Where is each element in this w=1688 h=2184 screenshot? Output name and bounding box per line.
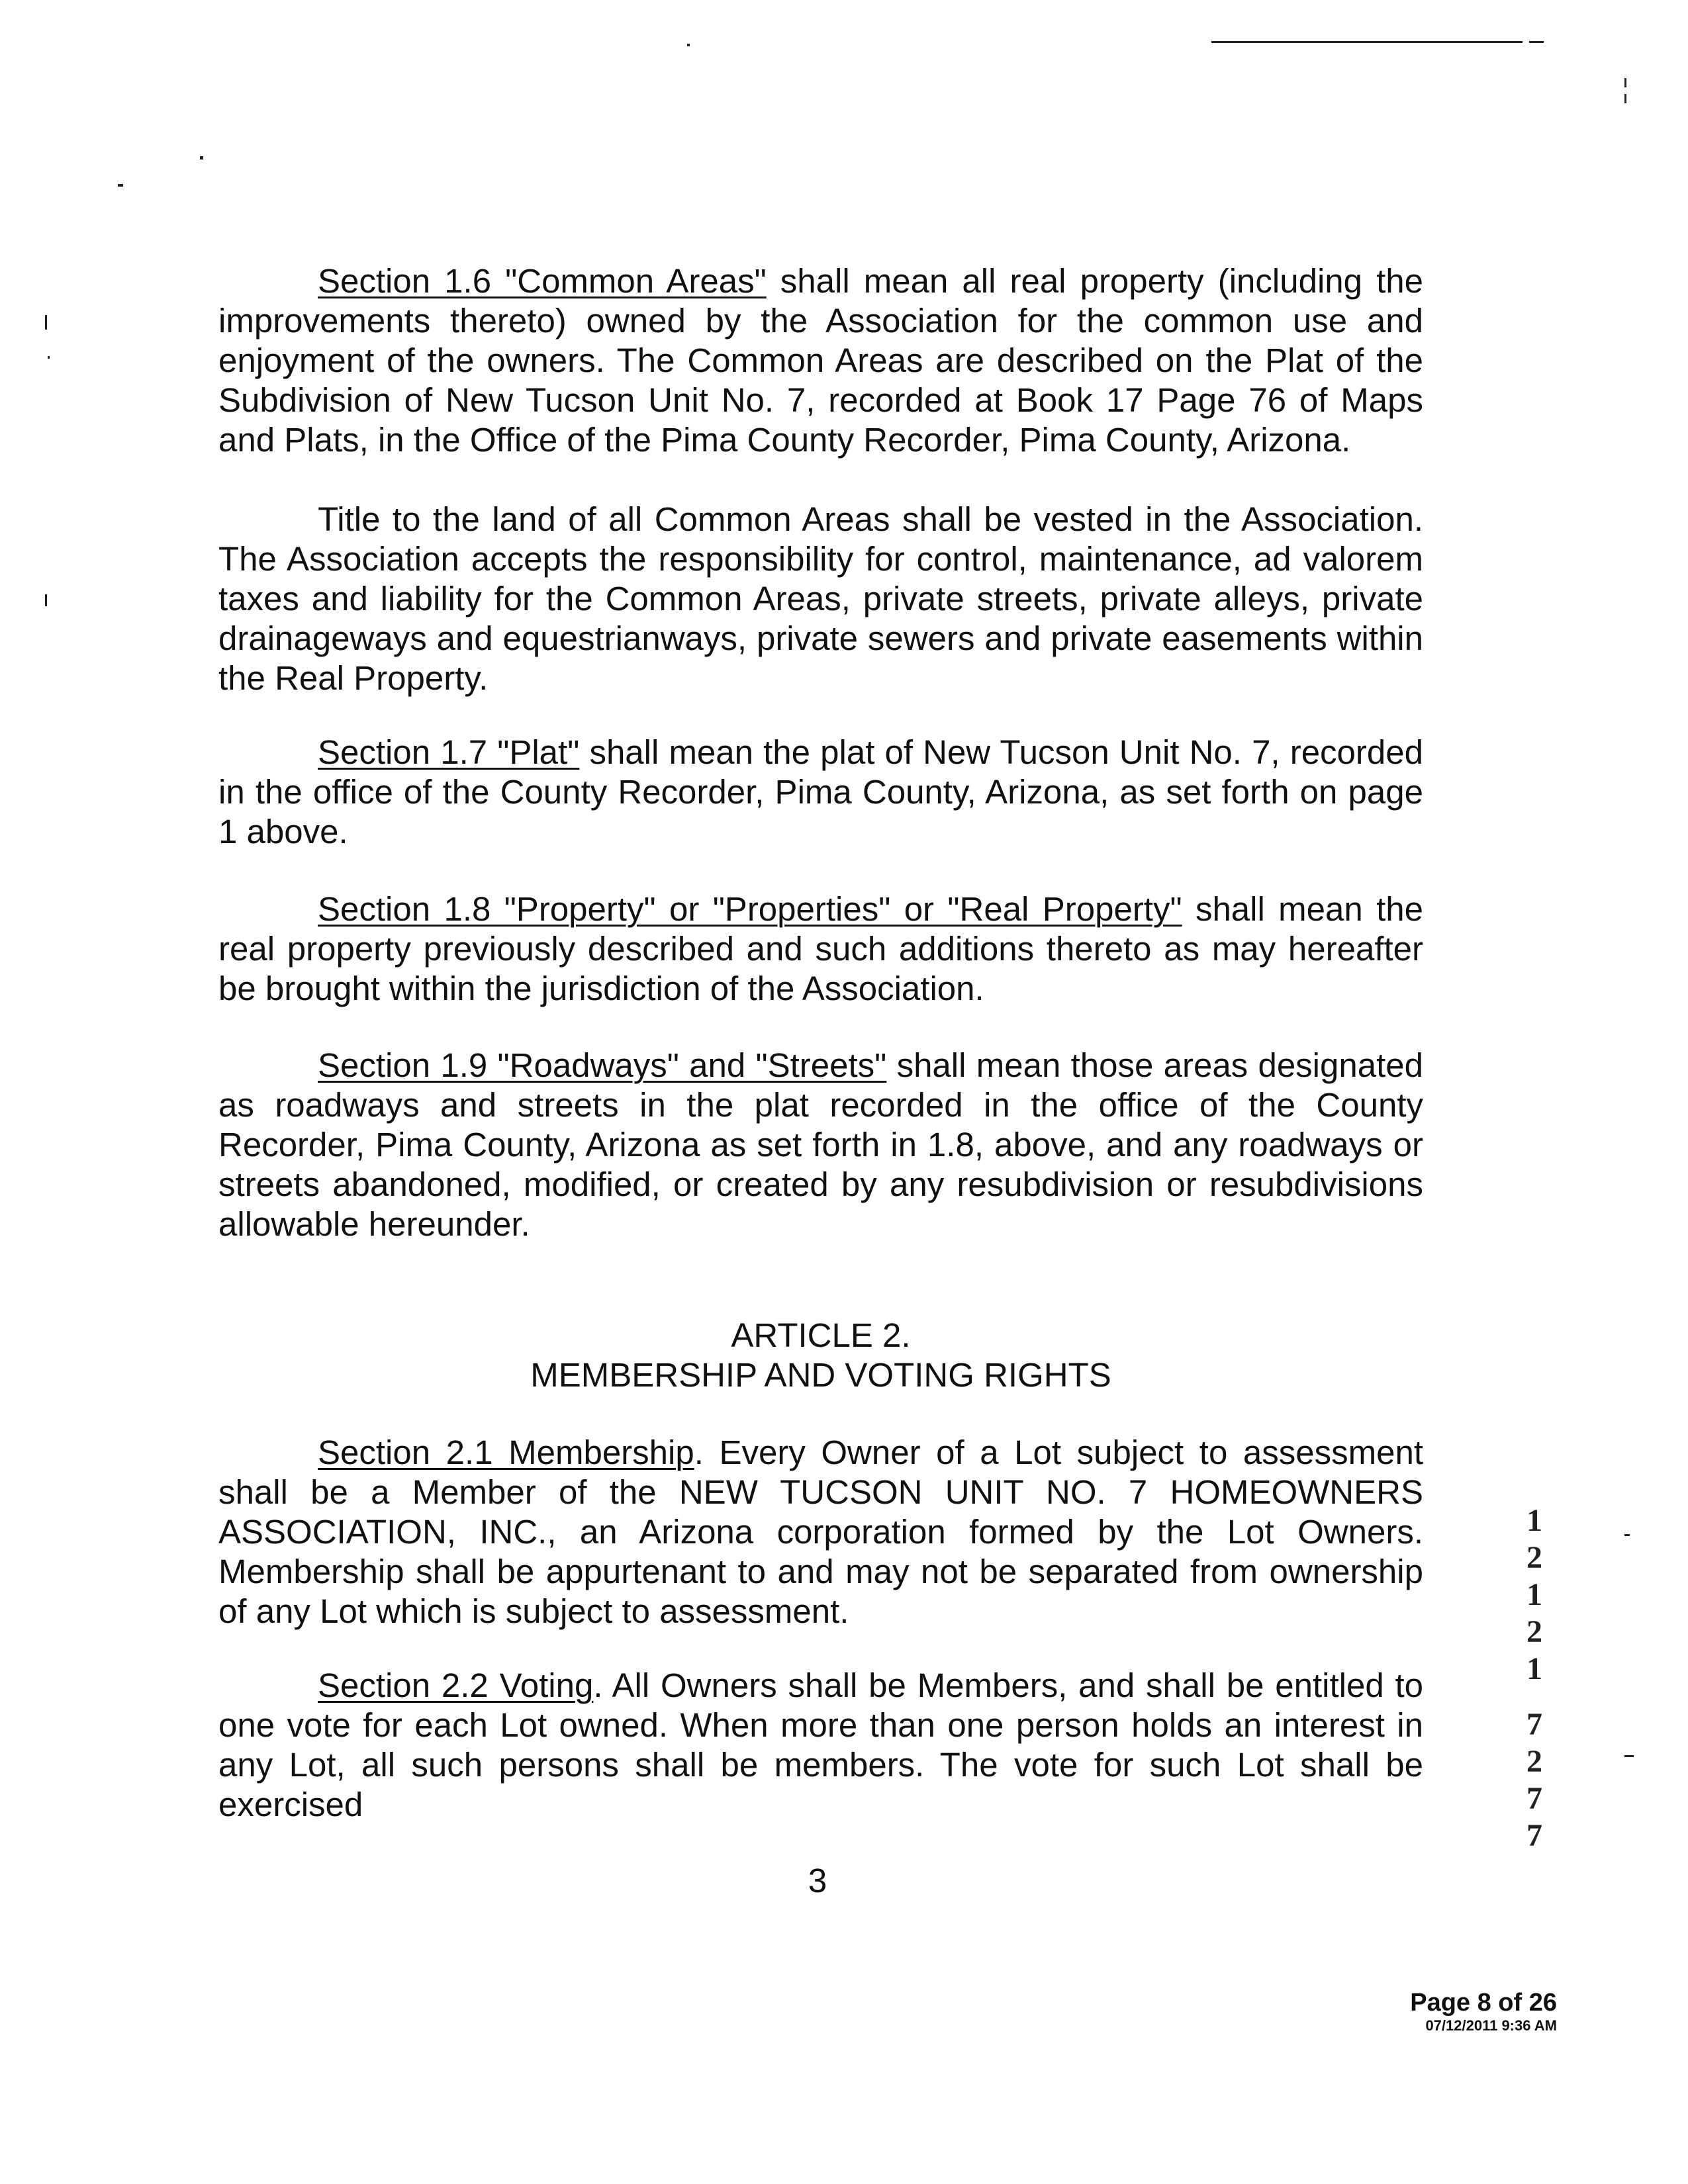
recording-digit: 7 bbox=[1526, 1781, 1542, 1816]
paragraph-text: shall mean the plat of New Tucson Unit No. 7, recorded in the office of the County Recorder, Pima County, Arizona, as set forth on page 1 above. bbox=[218, 733, 1423, 850]
scan-mark bbox=[1624, 1534, 1630, 1536]
scan-mark bbox=[1624, 78, 1626, 87]
section-2-1 bbox=[218, 1433, 1423, 1631]
scan-mark bbox=[1624, 1755, 1634, 1757]
section-2-2 bbox=[218, 1666, 1423, 1825]
scan-dash-top bbox=[1529, 41, 1544, 43]
article-number: ARTICLE 2. bbox=[731, 1316, 911, 1354]
scan-mark bbox=[45, 315, 47, 330]
recording-digit: 2 bbox=[1526, 1614, 1542, 1649]
footer-timestamp: 07/12/2011 9:36 AM bbox=[1425, 2017, 1557, 2034]
scan-dot bbox=[118, 184, 123, 187]
section-1-6 bbox=[218, 261, 1423, 460]
scan-mark bbox=[1624, 94, 1626, 103]
section-heading: Section 1.8 "Property" or "Properties" or "Real Property" bbox=[318, 890, 1182, 928]
section-heading: Section 1.6 "Common Areas" bbox=[318, 262, 767, 300]
paragraph-text: Title to the land of all Common Areas shall be vested in the Association. The Association accepts the responsibility for control, maintenance, ad valorem taxes and liability for the Common Areas, private streets, private alleys, private drainageways and equestrianways, private sewers and private easements within the Real Property. bbox=[218, 500, 1423, 697]
paragraph bbox=[218, 261, 1423, 460]
paragraph-text: . Every Owner of a Lot subject to assessment shall be a Member of the NEW TUCSON UNIT NO. 7 HOMEOWNERS ASSOCIATION, INC., an Arizona corporation formed by the Lot Owners. Membership shall be appurtenant to and may not be separated from ownership of any Lot which is subject to assessment. bbox=[218, 1433, 1423, 1630]
paragraph bbox=[218, 1433, 1423, 1631]
recording-digit: 7 bbox=[1526, 1707, 1542, 1742]
footer-page-label: Page 8 of 26 bbox=[1410, 1989, 1557, 2017]
paragraph bbox=[218, 889, 1423, 1009]
paragraph-text: . All Owners shall be Members, and shall be entitled to one vote for each Lot owned. When more than one person holds an interest in any Lot, all such persons shall be members. The vote for such Lot shall be exercised bbox=[218, 1666, 1423, 1823]
recording-number bbox=[1516, 1502, 1553, 1854]
page-number: 3 bbox=[808, 1862, 827, 1899]
scan-mark bbox=[45, 594, 47, 606]
section-heading: Section 2.1 Membership bbox=[318, 1433, 694, 1471]
scan-dot bbox=[48, 356, 50, 359]
paragraph bbox=[218, 733, 1423, 852]
recording-digit: 2 bbox=[1526, 1540, 1542, 1575]
scan-line-top bbox=[1211, 41, 1523, 43]
recording-digit: 2 bbox=[1526, 1744, 1542, 1779]
paragraph bbox=[218, 500, 1423, 698]
section-1-9 bbox=[218, 1046, 1423, 1244]
paragraph-text: shall mean the real property previously described and such additions thereto as may hereafter be brought within the jurisdiction of the Association. bbox=[218, 890, 1424, 1007]
section-heading: Section 2.2 Voting bbox=[318, 1666, 594, 1704]
recording-digit: 1 bbox=[1526, 1651, 1542, 1686]
scan-dot bbox=[687, 44, 690, 46]
section-heading: Section 1.9 "Roadways" and "Streets" bbox=[318, 1046, 887, 1084]
paragraph-text: shall mean those areas designated as roadways and streets in the plat recorded in the office of the County Recorder, Pima County, Arizona as set forth in 1.8, above, and any roadways or streets abandoned, modified, or created by any resubdivision or resubdivisions allowable hereunder. bbox=[218, 1046, 1424, 1243]
paragraph bbox=[218, 1666, 1423, 1825]
article-heading bbox=[218, 1316, 1423, 1395]
section-1-7 bbox=[218, 733, 1423, 852]
recording-digit: 1 bbox=[1526, 1577, 1542, 1612]
paragraph-text: shall mean all real property (including the improvements thereto) owned by the Association for the common use and enjoyment of the owners. The Common Areas are described on the Plat of the Subdivision of New Tucson Unit No. 7, recorded at Book 17 Page 76 of Maps and Plats, in the Office of the Pima County Recorder, Pima County, Arizona. bbox=[218, 262, 1423, 459]
title-paragraph bbox=[218, 500, 1423, 698]
scan-dot bbox=[200, 156, 203, 159]
section-heading: Section 1.7 "Plat" bbox=[318, 733, 580, 771]
section-1-8 bbox=[218, 889, 1423, 1009]
recording-digit: 1 bbox=[1526, 1503, 1542, 1538]
recording-digit: 7 bbox=[1526, 1818, 1542, 1853]
footer bbox=[1410, 1988, 1557, 2034]
paragraph bbox=[218, 1046, 1423, 1244]
article-title: MEMBERSHIP AND VOTING RIGHTS bbox=[530, 1356, 1111, 1394]
